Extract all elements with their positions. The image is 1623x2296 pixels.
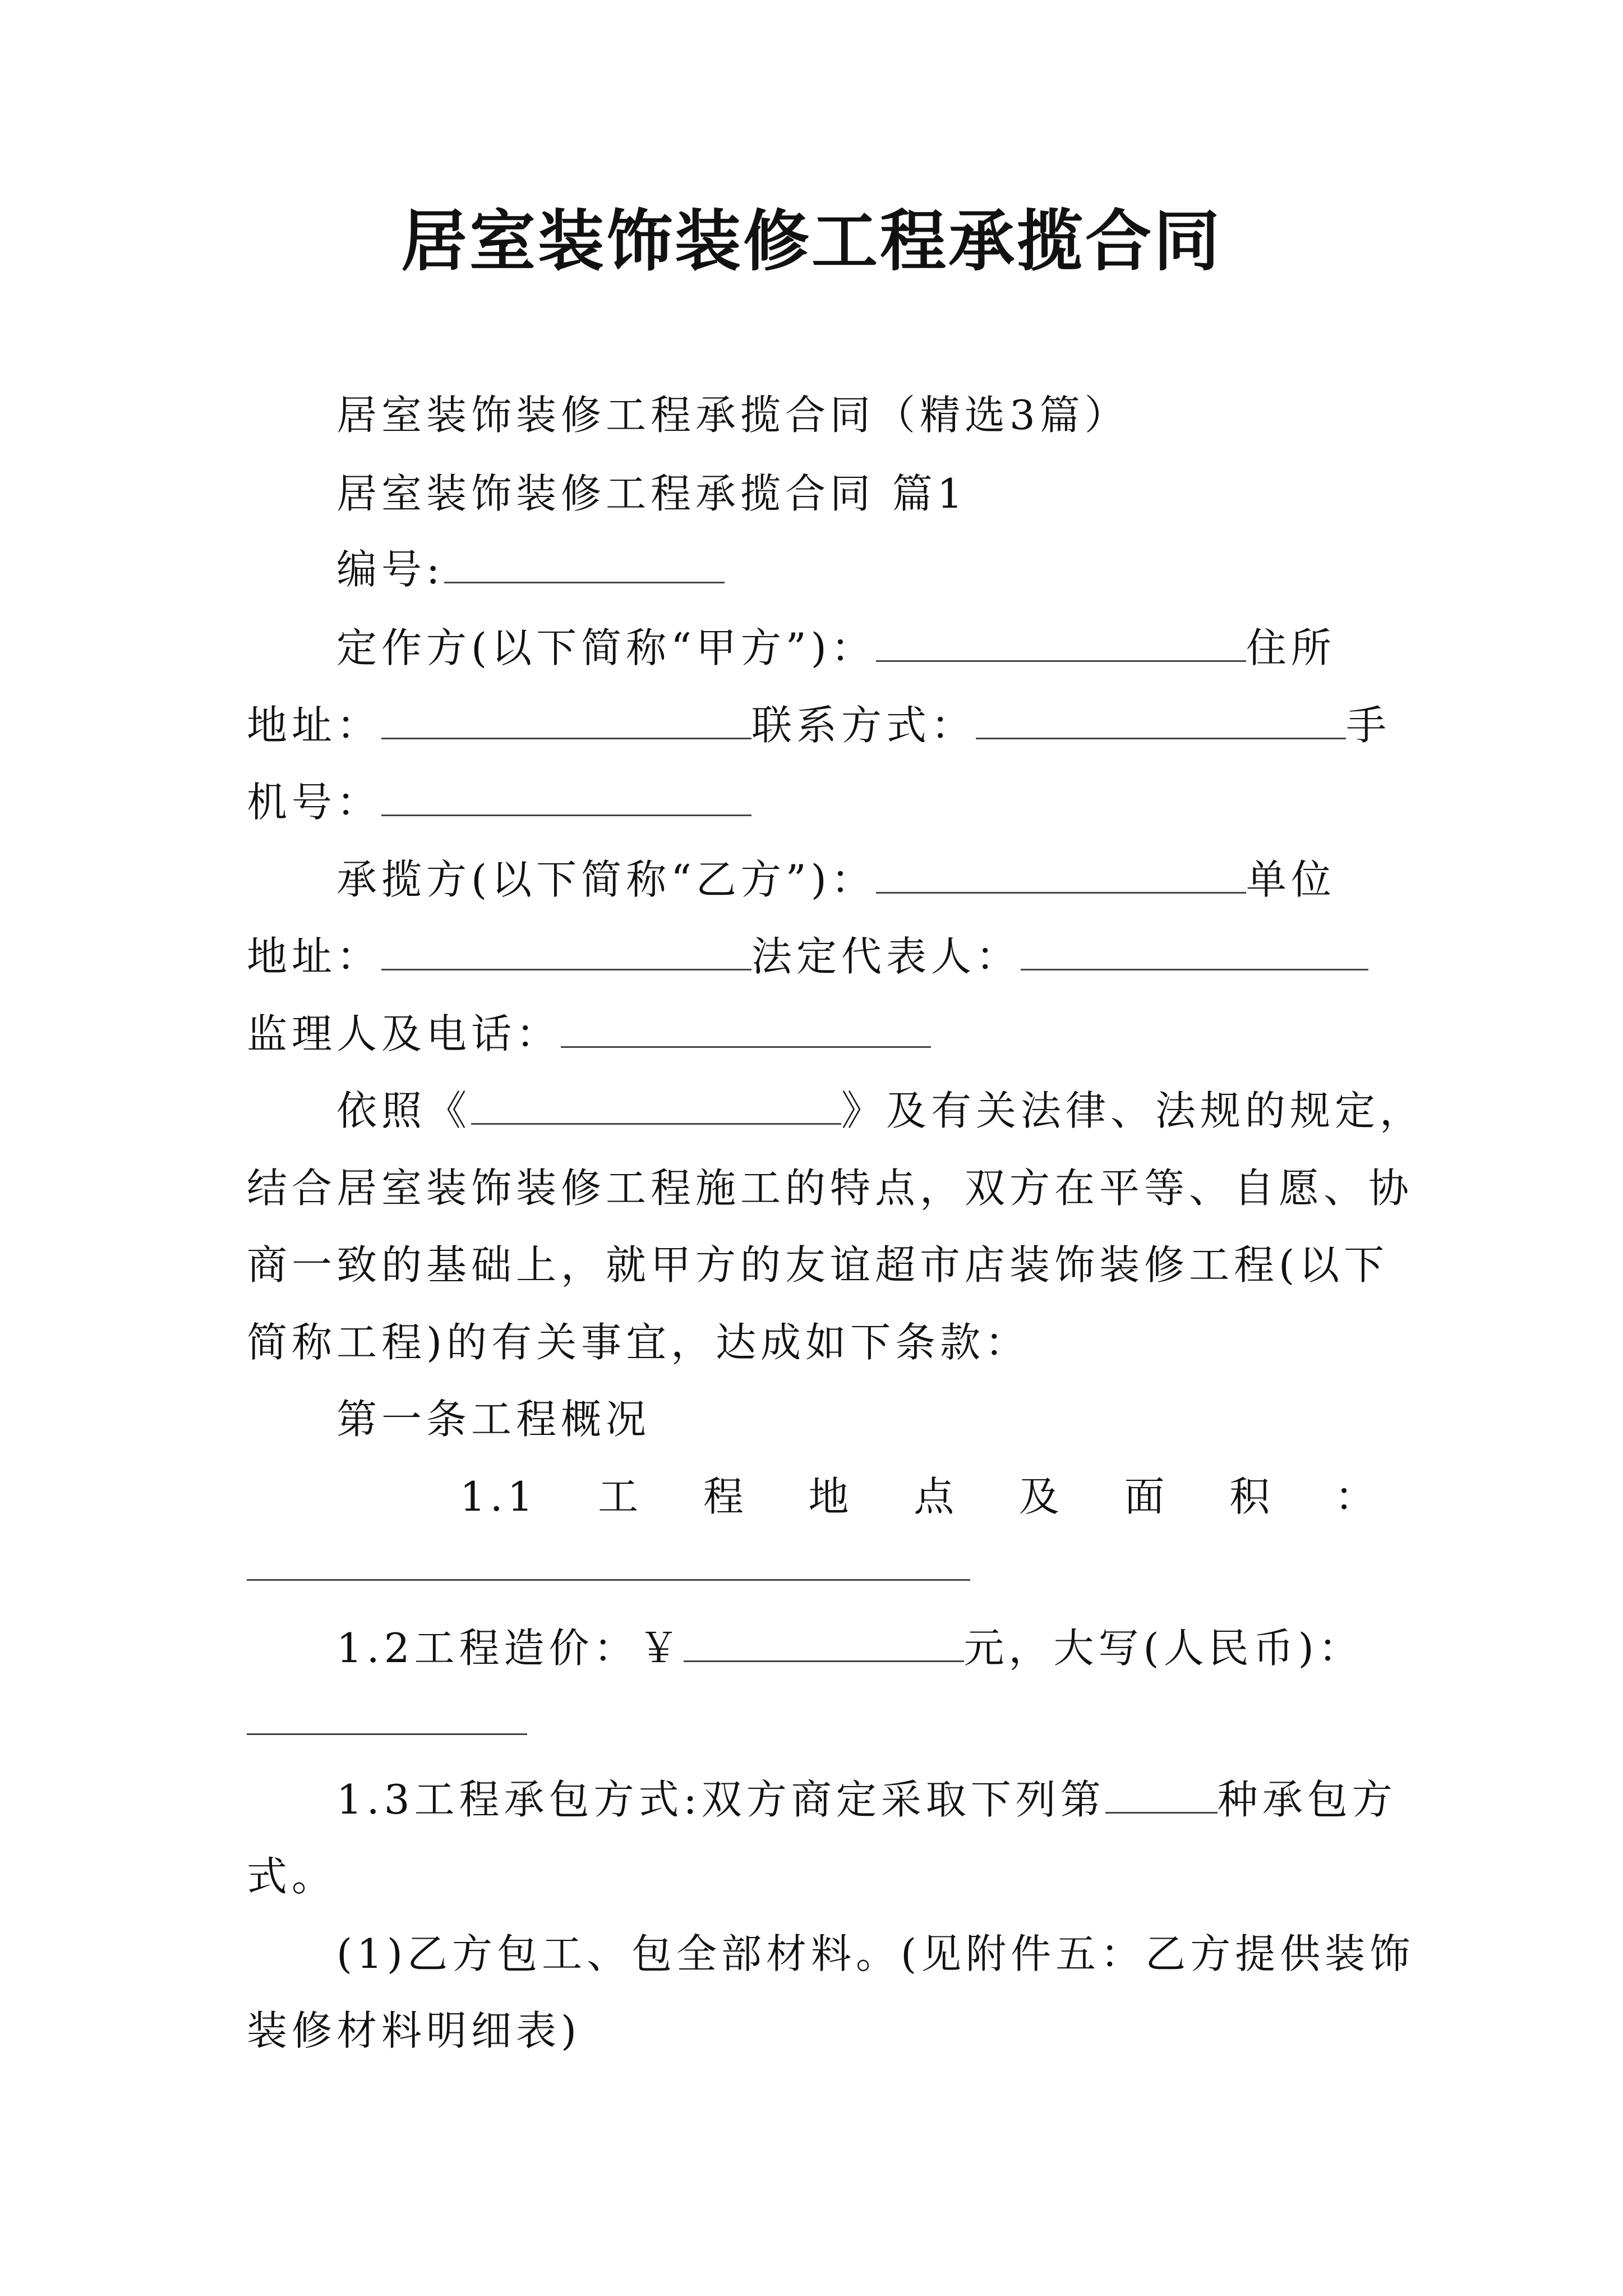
option-1-row-2: 装修材料明细表) — [247, 2007, 582, 2054]
subtitle-text: 居室装饰装修工程承揽合同（精选3篇） — [336, 392, 1129, 439]
party-a-row — [247, 620, 1380, 676]
party-a-address-label-head: 地址： — [247, 702, 382, 749]
party-b-supervisor-blank — [561, 1011, 931, 1048]
party-b-supervisor-row — [247, 1006, 1380, 1062]
section-heading-text: 居室装饰装修工程承揽合同 篇1 — [336, 470, 967, 517]
party-b-row — [247, 852, 1380, 908]
item-1-3-row — [247, 1772, 1397, 1828]
party-a-phone-label-tail: 手 — [1346, 702, 1391, 749]
item-1-1-char: 工 — [598, 1473, 643, 1520]
item-1-1-char: 面 — [1124, 1473, 1169, 1520]
party-b-label: 承揽方(以下简称“乙方”)： — [336, 856, 876, 903]
basis-line-1 — [247, 1083, 1425, 1139]
section-heading — [247, 466, 1380, 522]
party-a-contact-label: 联系方式： — [751, 702, 976, 749]
article-1-heading-text: 第一条工程概况 — [336, 1396, 651, 1443]
party-a-label: 定作方(以下简称“甲方”)： — [336, 624, 876, 671]
party-a-phone-blank — [381, 780, 751, 816]
item-1-3-head: 1.3工程承包方式:双方商定采取下列第 — [336, 1776, 1105, 1823]
item-1-1-char: 积 — [1229, 1473, 1275, 1520]
item-1-3-tail: 种承包方 — [1217, 1776, 1397, 1823]
price-in-words-blank — [247, 1733, 527, 1735]
party-b-address-blank — [381, 934, 751, 970]
party-a-phone-label-head: 机号： — [247, 779, 382, 826]
party-b-legal-rep-label: 法定代表人： — [751, 933, 1021, 980]
party-a-address-label-tail: 住所 — [1246, 624, 1336, 671]
item-1-2-row — [247, 1620, 1380, 1676]
party-b-supervisor-label: 监理人及电话： — [247, 1010, 561, 1057]
item-1-2-tail: 元，大写(人民币)： — [963, 1625, 1363, 1672]
basis-line1-tail: 》及有关法律、法规的规定， — [841, 1087, 1425, 1134]
party-a-phone-row — [247, 774, 1380, 830]
item-1-1-char: 地 — [808, 1473, 854, 1520]
basis-line-3: 商一致的基础上，就甲方的友谊超市店装饰装修工程(以下 — [247, 1241, 1389, 1289]
basis-line1-head: 依照《 — [336, 1087, 472, 1134]
item-1-1-row — [247, 1469, 1380, 1525]
party-b-address-row — [247, 928, 1380, 984]
party-b-address-label-tail: 单位 — [1246, 856, 1336, 903]
item-1-1-char: 程 — [703, 1473, 748, 1520]
price-blank — [684, 1626, 964, 1662]
basis-line-4: 简称工程)的有关事宜，达成如下条款： — [247, 1319, 1030, 1366]
party-a-address-blank — [381, 703, 751, 739]
document-title: 居室装饰装修工程承揽合同 — [400, 202, 1222, 280]
number-blank — [444, 547, 725, 583]
item-1-3-row-2: 式。 — [247, 1853, 337, 1900]
number-row — [247, 541, 1380, 597]
item-1-1-char: 及 — [1018, 1473, 1064, 1520]
item-1-1-blank — [247, 1579, 970, 1581]
number-label: 编号: — [336, 546, 445, 593]
item-1-1-char: 点 — [914, 1473, 959, 1520]
party-a-address-row — [247, 697, 1391, 753]
option-1-row — [247, 1926, 1415, 1982]
item-1-1-colon: ： — [1334, 1473, 1380, 1520]
item-1-1-number: 1.1 — [460, 1473, 538, 1520]
party-b-address-label-head: 地址： — [247, 933, 382, 980]
party-b-name-blank — [876, 857, 1246, 894]
basis-line-2: 结合居室装饰装修工程施工的特点，双方在平等、自愿、协 — [247, 1165, 1414, 1212]
method-choice-blank — [1105, 1777, 1218, 1814]
party-a-name-blank — [876, 625, 1246, 662]
document-subtitle — [247, 387, 1380, 443]
party-b-legal-rep-blank — [1021, 934, 1368, 970]
option-1-text: (1)乙方包工、包全部材料。(见附件五：乙方提供装饰 — [336, 1930, 1415, 1977]
law-name-blank — [471, 1088, 841, 1125]
article-1-heading — [247, 1391, 1380, 1447]
party-a-contact-blank — [976, 703, 1346, 739]
item-1-2-head: 1.2工程造价：￥ — [336, 1625, 684, 1672]
